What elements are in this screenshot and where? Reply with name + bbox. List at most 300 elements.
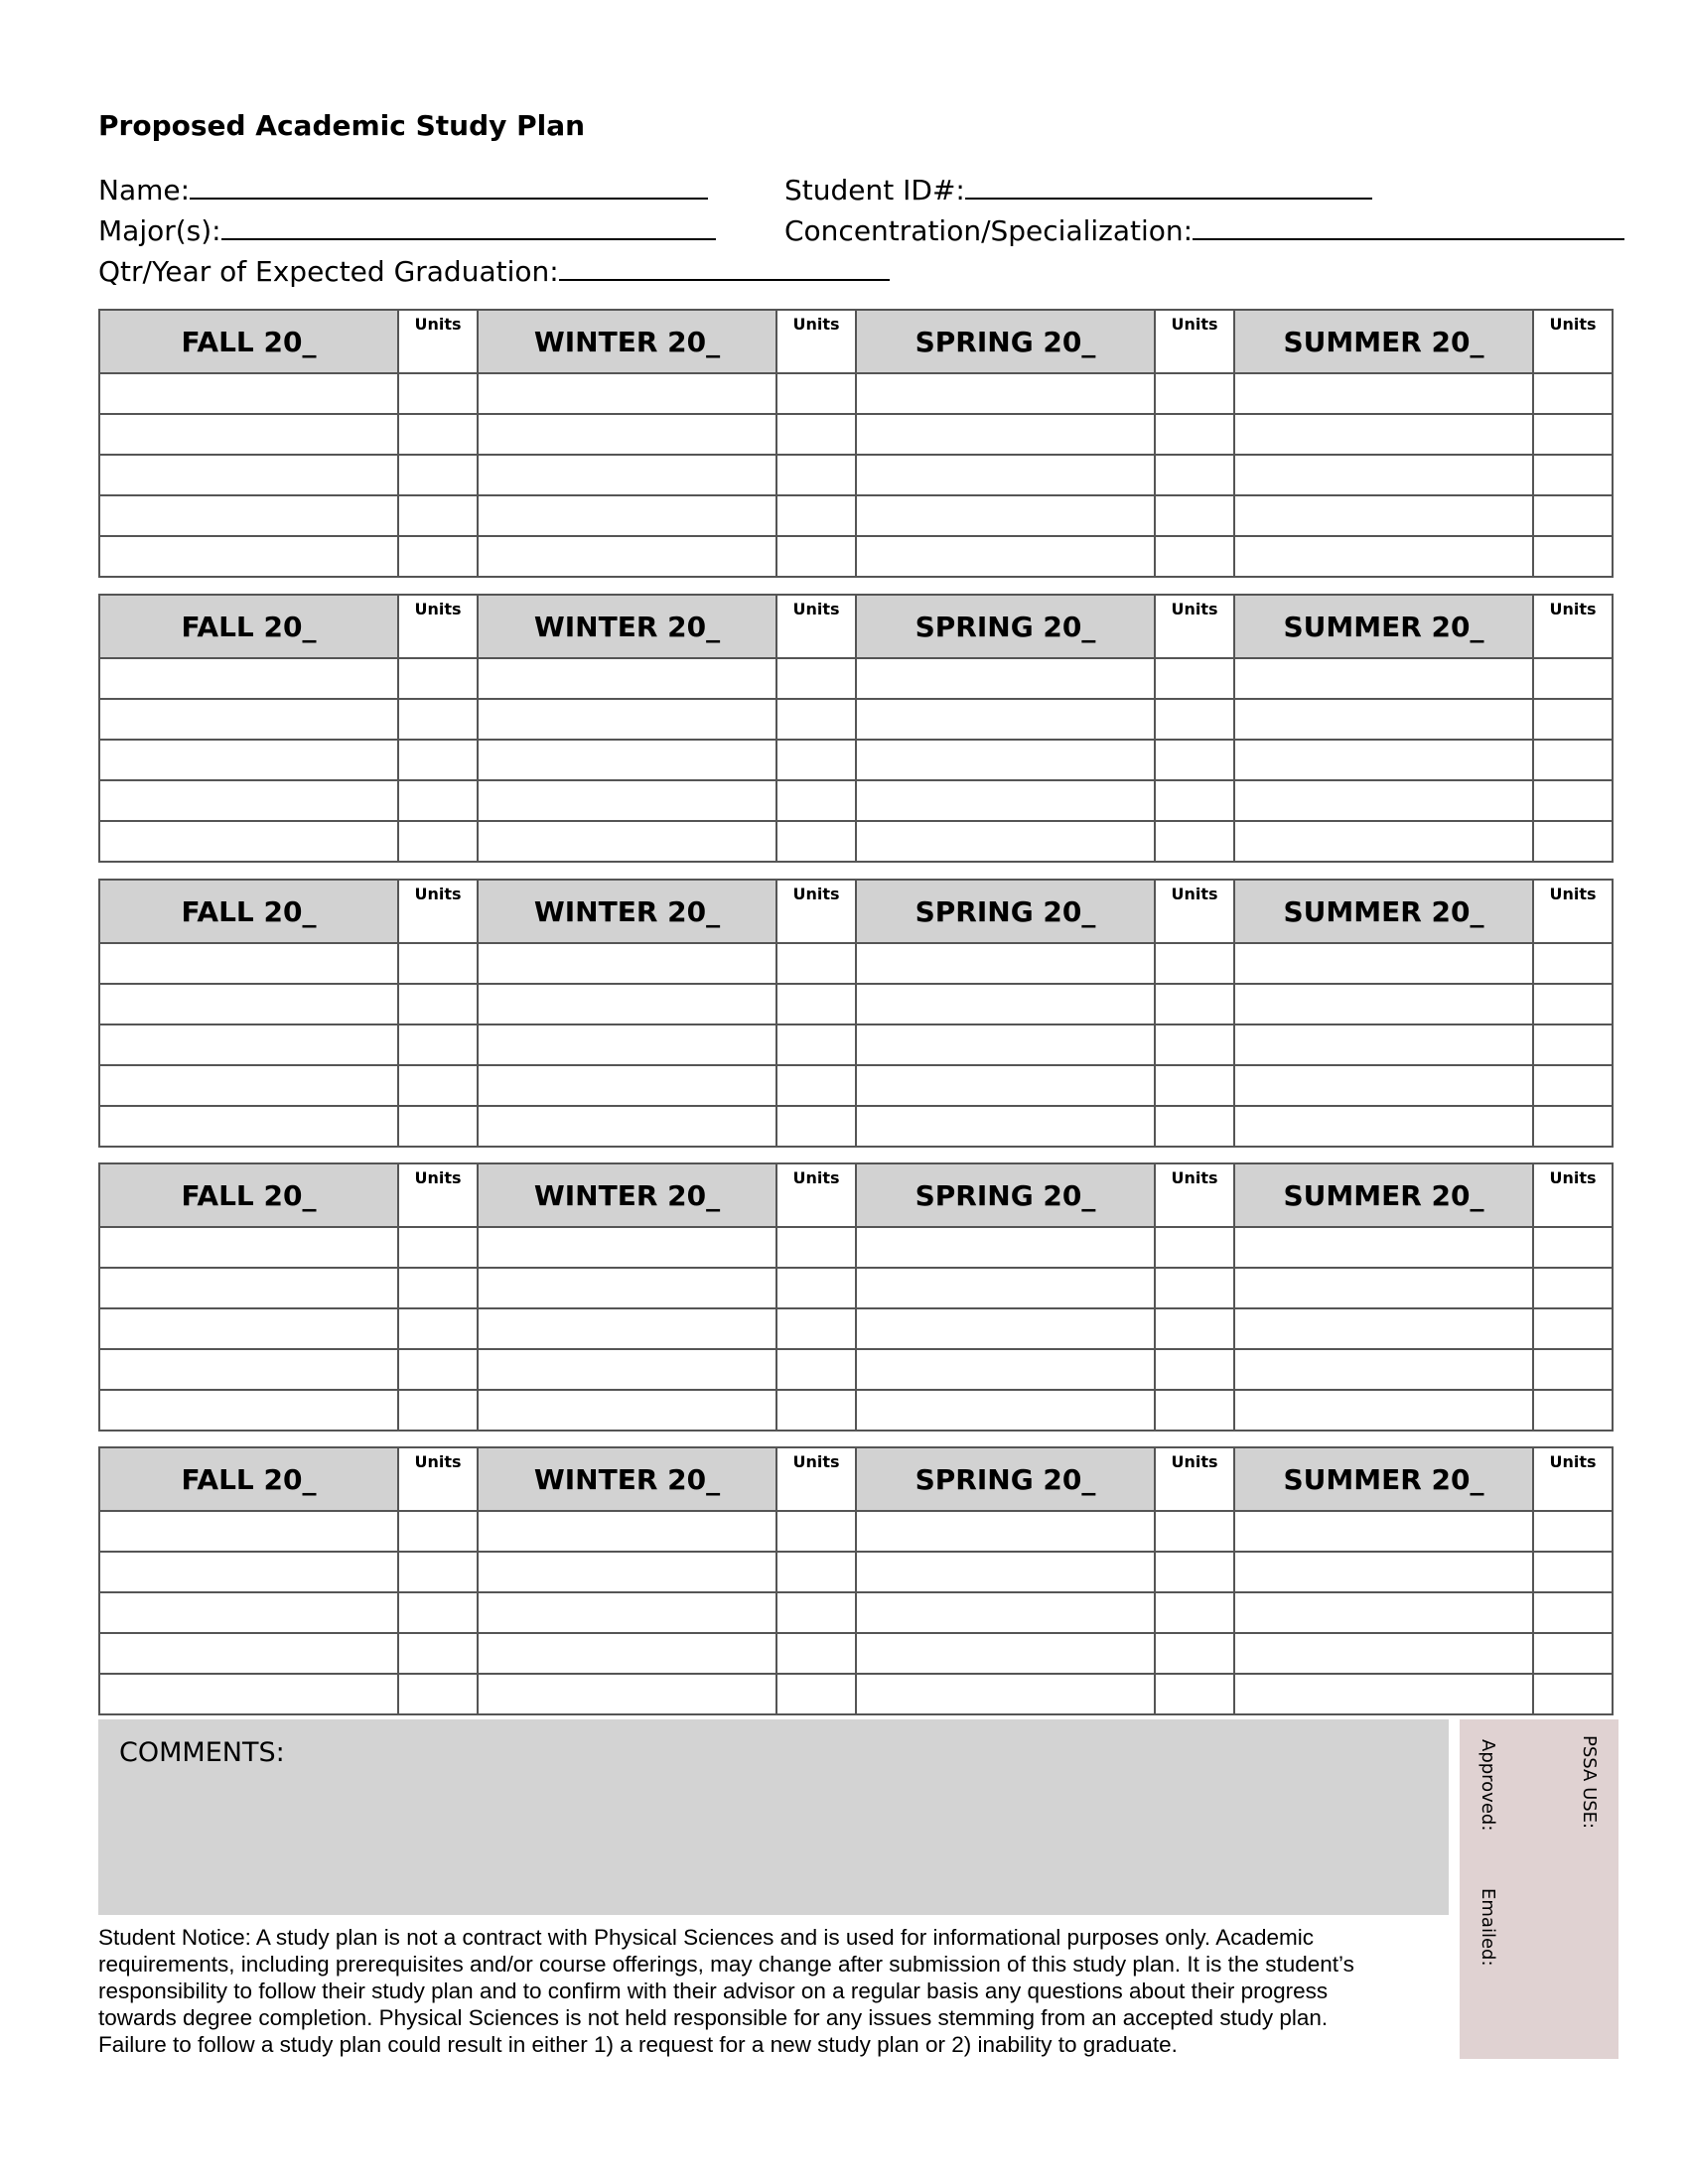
units-heading: Units [1533, 880, 1613, 943]
units-cell[interactable] [1533, 943, 1613, 984]
term-header-row [99, 880, 1613, 943]
course-row [99, 1552, 1613, 1592]
majors-label: Major(s): [98, 214, 221, 247]
course-cell[interactable] [856, 780, 1155, 821]
comments-label: COMMENTS: [119, 1737, 285, 1768]
term-header-row [99, 1447, 1613, 1511]
units-cell[interactable] [398, 455, 478, 495]
year-table [98, 594, 1614, 863]
units-cell[interactable] [1155, 1106, 1234, 1147]
course-cell[interactable] [99, 1511, 398, 1552]
units-cell[interactable] [1533, 984, 1613, 1024]
course-cell[interactable] [856, 414, 1155, 455]
term-summer-heading: SUMMER 20_ [1234, 1163, 1533, 1227]
concentration-label: Concentration/Specialization: [784, 214, 1194, 247]
units-heading: Units [1533, 595, 1613, 658]
course-cell[interactable] [1234, 984, 1533, 1024]
course-cell[interactable] [1234, 1268, 1533, 1308]
units-cell[interactable] [1155, 1227, 1234, 1268]
course-cell[interactable] [1234, 943, 1533, 984]
course-cell[interactable] [478, 821, 776, 862]
course-cell[interactable] [478, 1552, 776, 1592]
units-cell[interactable] [1155, 821, 1234, 862]
units-cell[interactable] [1155, 455, 1234, 495]
course-row [99, 373, 1613, 414]
term-winter-heading: WINTER 20_ [478, 1163, 776, 1227]
units-cell[interactable] [1155, 984, 1234, 1024]
course-cell[interactable] [856, 943, 1155, 984]
units-cell[interactable] [776, 780, 856, 821]
course-cell[interactable] [99, 821, 398, 862]
course-row [99, 455, 1613, 495]
units-heading: Units [1533, 1163, 1613, 1227]
units-cell[interactable] [776, 1633, 856, 1674]
course-cell[interactable] [856, 1268, 1155, 1308]
units-cell[interactable] [1533, 373, 1613, 414]
term-summer-heading: SUMMER 20_ [1234, 1447, 1533, 1511]
course-cell[interactable] [478, 943, 776, 984]
units-cell[interactable] [1155, 1592, 1234, 1633]
term-fall-heading: FALL 20_ [99, 595, 398, 658]
course-cell[interactable] [856, 984, 1155, 1024]
units-cell[interactable] [398, 780, 478, 821]
notice-line: Failure to follow a study plan could result in either 1) a request for a new study plan or 2) inability to graduate. [98, 2032, 1178, 2057]
units-cell[interactable] [398, 1674, 478, 1714]
course-cell[interactable] [1234, 780, 1533, 821]
term-summer-heading: SUMMER 20_ [1234, 880, 1533, 943]
course-cell[interactable] [99, 1024, 398, 1065]
units-cell[interactable] [776, 1268, 856, 1308]
emailed-label: Emailed: [1477, 1888, 1498, 1967]
units-cell[interactable] [1533, 1592, 1613, 1633]
course-cell[interactable] [478, 780, 776, 821]
units-cell[interactable] [398, 943, 478, 984]
term-spring-heading: SPRING 20_ [856, 1447, 1155, 1511]
units-cell[interactable] [398, 1227, 478, 1268]
course-cell[interactable] [856, 658, 1155, 699]
course-cell[interactable] [478, 1674, 776, 1714]
course-row [99, 1592, 1613, 1633]
approved-label: Approved: [1477, 1739, 1498, 1832]
course-row [99, 1227, 1613, 1268]
units-heading: Units [398, 1163, 478, 1227]
student-id-field[interactable] [784, 172, 1372, 207]
units-cell[interactable] [1155, 1633, 1234, 1674]
course-cell[interactable] [478, 1592, 776, 1633]
course-cell[interactable] [856, 1227, 1155, 1268]
units-cell[interactable] [776, 495, 856, 536]
course-row [99, 821, 1613, 862]
graduation-label: Qtr/Year of Expected Graduation: [98, 255, 559, 288]
year-table [98, 309, 1614, 578]
graduation-input-line[interactable] [559, 253, 890, 281]
course-cell[interactable] [99, 740, 398, 780]
units-heading: Units [398, 595, 478, 658]
units-cell[interactable] [1155, 414, 1234, 455]
units-cell[interactable] [1533, 1024, 1613, 1065]
course-cell[interactable] [99, 536, 398, 577]
student-id-input-line[interactable] [965, 172, 1372, 200]
course-cell[interactable] [856, 1024, 1155, 1065]
course-cell[interactable] [478, 1308, 776, 1349]
course-cell[interactable] [99, 1349, 398, 1390]
course-row [99, 1268, 1613, 1308]
units-cell[interactable] [398, 1511, 478, 1552]
units-cell[interactable] [776, 536, 856, 577]
notice-line: towards degree completion. Physical Sciences is not held responsible for any issues stemming from an accepted study plan. [98, 2005, 1329, 2030]
course-cell[interactable] [856, 1390, 1155, 1431]
term-header-row [99, 310, 1613, 373]
course-cell[interactable] [1234, 1552, 1533, 1592]
notice-line: Student Notice: A study plan is not a contract with Physical Sciences and is used for informational purposes only. Academic [98, 1925, 1314, 1950]
units-cell[interactable] [398, 1633, 478, 1674]
units-cell[interactable] [1155, 1308, 1234, 1349]
units-cell[interactable] [1155, 1552, 1234, 1592]
units-cell[interactable] [398, 699, 478, 740]
course-row [99, 414, 1613, 455]
units-cell[interactable] [1533, 740, 1613, 780]
units-cell[interactable] [1533, 821, 1613, 862]
course-cell[interactable] [856, 373, 1155, 414]
units-cell[interactable] [776, 1674, 856, 1714]
units-heading: Units [776, 310, 856, 373]
student-id-label: Student ID#: [784, 174, 965, 206]
year-table [98, 1162, 1614, 1432]
course-row [99, 699, 1613, 740]
notice-line: responsibility to follow their study plan and to confirm with their advisor on a regular basis any questions about their progress [98, 1979, 1329, 2003]
name-label: Name: [98, 174, 191, 206]
units-cell[interactable] [776, 984, 856, 1024]
units-cell[interactable] [398, 984, 478, 1024]
units-cell[interactable] [1533, 1308, 1613, 1349]
course-cell[interactable] [856, 1674, 1155, 1714]
course-row [99, 536, 1613, 577]
units-cell[interactable] [1155, 1390, 1234, 1431]
course-cell[interactable] [856, 1552, 1155, 1592]
units-heading: Units [776, 1163, 856, 1227]
units-cell[interactable] [398, 1349, 478, 1390]
term-header-row [99, 595, 1613, 658]
term-spring-heading: SPRING 20_ [856, 1163, 1155, 1227]
course-cell[interactable] [1234, 1065, 1533, 1106]
name-field[interactable] [98, 172, 708, 207]
concentration-field[interactable] [784, 212, 1624, 248]
term-spring-heading: SPRING 20_ [856, 310, 1155, 373]
course-cell[interactable] [99, 1268, 398, 1308]
units-cell[interactable] [1533, 455, 1613, 495]
course-cell[interactable] [1234, 1633, 1533, 1674]
course-cell[interactable] [478, 1349, 776, 1390]
units-cell[interactable] [1533, 1349, 1613, 1390]
term-spring-heading: SPRING 20_ [856, 880, 1155, 943]
course-cell[interactable] [856, 495, 1155, 536]
concentration-input-line[interactable] [1193, 212, 1624, 240]
course-row [99, 1390, 1613, 1431]
units-cell[interactable] [398, 1065, 478, 1106]
course-cell[interactable] [856, 1308, 1155, 1349]
course-cell[interactable] [478, 1511, 776, 1552]
course-cell[interactable] [1234, 455, 1533, 495]
units-cell[interactable] [776, 1511, 856, 1552]
course-cell[interactable] [99, 1390, 398, 1431]
units-heading: Units [1533, 1447, 1613, 1511]
course-cell[interactable] [856, 1106, 1155, 1147]
course-cell[interactable] [856, 455, 1155, 495]
course-cell[interactable] [478, 740, 776, 780]
course-cell[interactable] [99, 984, 398, 1024]
units-cell[interactable] [776, 699, 856, 740]
units-cell[interactable] [776, 943, 856, 984]
majors-field[interactable] [98, 212, 716, 248]
units-cell[interactable] [1533, 1552, 1613, 1592]
units-cell[interactable] [1533, 780, 1613, 821]
course-cell[interactable] [478, 495, 776, 536]
course-cell[interactable] [1234, 1308, 1533, 1349]
units-cell[interactable] [1155, 1024, 1234, 1065]
units-cell[interactable] [776, 1227, 856, 1268]
course-cell[interactable] [99, 1633, 398, 1674]
units-heading: Units [398, 880, 478, 943]
course-row [99, 1308, 1613, 1349]
pssa-heading: PSSA USE: [1579, 1735, 1600, 1830]
course-cell[interactable] [99, 414, 398, 455]
course-row [99, 1024, 1613, 1065]
course-cell[interactable] [99, 495, 398, 536]
units-cell[interactable] [1155, 740, 1234, 780]
units-cell[interactable] [398, 1024, 478, 1065]
units-cell[interactable] [776, 1106, 856, 1147]
course-cell[interactable] [478, 699, 776, 740]
course-cell[interactable] [1234, 1511, 1533, 1552]
course-cell[interactable] [478, 536, 776, 577]
course-cell[interactable] [478, 1065, 776, 1106]
units-cell[interactable] [1533, 1390, 1613, 1431]
term-fall-heading: FALL 20_ [99, 880, 398, 943]
comments-box[interactable] [98, 1719, 1449, 1915]
term-fall-heading: FALL 20_ [99, 1163, 398, 1227]
course-cell[interactable] [856, 1592, 1155, 1633]
units-cell[interactable] [776, 1592, 856, 1633]
course-cell[interactable] [856, 821, 1155, 862]
course-cell[interactable] [1234, 821, 1533, 862]
course-cell[interactable] [1234, 1106, 1533, 1147]
course-row [99, 780, 1613, 821]
course-cell[interactable] [1234, 1390, 1533, 1431]
course-cell[interactable] [478, 1390, 776, 1431]
term-fall-heading: FALL 20_ [99, 310, 398, 373]
year-table [98, 1446, 1614, 1715]
units-cell[interactable] [398, 740, 478, 780]
term-spring-heading: SPRING 20_ [856, 595, 1155, 658]
units-cell[interactable] [1155, 495, 1234, 536]
course-cell[interactable] [99, 455, 398, 495]
units-heading: Units [776, 1447, 856, 1511]
student-notice [98, 1924, 1439, 2058]
course-cell[interactable] [478, 1024, 776, 1065]
course-row [99, 658, 1613, 699]
units-cell[interactable] [776, 1552, 856, 1592]
course-cell[interactable] [1234, 699, 1533, 740]
units-cell[interactable] [398, 658, 478, 699]
course-cell[interactable] [99, 1065, 398, 1106]
course-cell[interactable] [1234, 1227, 1533, 1268]
units-heading: Units [1155, 1163, 1234, 1227]
course-row [99, 1674, 1613, 1714]
units-cell[interactable] [776, 658, 856, 699]
course-cell[interactable] [478, 373, 776, 414]
units-cell[interactable] [398, 821, 478, 862]
units-heading: Units [1533, 310, 1613, 373]
course-cell[interactable] [478, 455, 776, 495]
units-cell[interactable] [1533, 495, 1613, 536]
units-cell[interactable] [1155, 780, 1234, 821]
units-cell[interactable] [1533, 658, 1613, 699]
course-cell[interactable] [1234, 658, 1533, 699]
units-cell[interactable] [398, 1552, 478, 1592]
course-row [99, 984, 1613, 1024]
units-cell[interactable] [1155, 1511, 1234, 1552]
units-cell[interactable] [398, 1106, 478, 1147]
course-cell[interactable] [478, 1633, 776, 1674]
units-cell[interactable] [398, 414, 478, 455]
course-cell[interactable] [856, 1511, 1155, 1552]
course-row [99, 1511, 1613, 1552]
name-input-line[interactable] [190, 172, 708, 200]
units-cell[interactable] [1533, 1268, 1613, 1308]
units-cell[interactable] [1533, 1106, 1613, 1147]
course-cell[interactable] [1234, 373, 1533, 414]
units-heading: Units [1155, 880, 1234, 943]
units-cell[interactable] [1155, 658, 1234, 699]
course-cell[interactable] [478, 658, 776, 699]
units-heading: Units [776, 595, 856, 658]
course-cell[interactable] [856, 536, 1155, 577]
course-cell[interactable] [1234, 1592, 1533, 1633]
units-cell[interactable] [398, 1268, 478, 1308]
course-cell[interactable] [478, 1227, 776, 1268]
course-cell[interactable] [856, 740, 1155, 780]
notice-line: requirements, including prerequisites and/or course offerings, may change after submission of this study plan. It is the student’s [98, 1952, 1354, 1977]
units-cell[interactable] [776, 373, 856, 414]
year-table [98, 879, 1614, 1148]
units-cell[interactable] [776, 740, 856, 780]
units-cell[interactable] [1155, 373, 1234, 414]
units-cell[interactable] [776, 455, 856, 495]
course-row [99, 1349, 1613, 1390]
course-cell[interactable] [856, 1065, 1155, 1106]
course-cell[interactable] [1234, 1349, 1533, 1390]
course-row [99, 1633, 1613, 1674]
units-cell[interactable] [1533, 1674, 1613, 1714]
units-cell[interactable] [776, 414, 856, 455]
majors-input-line[interactable] [221, 212, 716, 240]
course-cell[interactable] [1234, 1024, 1533, 1065]
course-cell[interactable] [99, 780, 398, 821]
term-fall-heading: FALL 20_ [99, 1447, 398, 1511]
course-row [99, 740, 1613, 780]
units-cell[interactable] [398, 495, 478, 536]
term-summer-heading: SUMMER 20_ [1234, 310, 1533, 373]
term-winter-heading: WINTER 20_ [478, 595, 776, 658]
units-cell[interactable] [776, 1065, 856, 1106]
units-cell[interactable] [398, 373, 478, 414]
units-cell[interactable] [1533, 536, 1613, 577]
units-cell[interactable] [1533, 1227, 1613, 1268]
units-cell[interactable] [776, 821, 856, 862]
units-cell[interactable] [1533, 1065, 1613, 1106]
term-winter-heading: WINTER 20_ [478, 1447, 776, 1511]
course-cell[interactable] [478, 1106, 776, 1147]
course-cell[interactable] [99, 1308, 398, 1349]
units-cell[interactable] [776, 1349, 856, 1390]
course-cell[interactable] [99, 1227, 398, 1268]
units-cell[interactable] [1533, 1633, 1613, 1674]
units-heading: Units [1155, 595, 1234, 658]
units-heading: Units [776, 880, 856, 943]
course-cell[interactable] [99, 1592, 398, 1633]
course-cell[interactable] [1234, 740, 1533, 780]
units-cell[interactable] [398, 536, 478, 577]
course-cell[interactable] [99, 1674, 398, 1714]
units-cell[interactable] [776, 1308, 856, 1349]
units-cell[interactable] [1533, 699, 1613, 740]
units-cell[interactable] [776, 1390, 856, 1431]
course-cell[interactable] [99, 373, 398, 414]
course-cell[interactable] [1234, 495, 1533, 536]
course-row [99, 943, 1613, 984]
units-cell[interactable] [1155, 1268, 1234, 1308]
units-cell[interactable] [1155, 699, 1234, 740]
course-cell[interactable] [99, 1552, 398, 1592]
units-cell[interactable] [398, 1592, 478, 1633]
units-cell[interactable] [776, 1024, 856, 1065]
course-cell[interactable] [856, 1633, 1155, 1674]
units-cell[interactable] [1155, 536, 1234, 577]
units-cell[interactable] [1155, 1065, 1234, 1106]
course-cell[interactable] [856, 1349, 1155, 1390]
course-cell[interactable] [1234, 536, 1533, 577]
page-title: Proposed Academic Study Plan [98, 109, 586, 142]
course-cell[interactable] [478, 414, 776, 455]
graduation-field[interactable] [98, 253, 890, 289]
units-cell[interactable] [398, 1308, 478, 1349]
course-cell[interactable] [1234, 1674, 1533, 1714]
units-cell[interactable] [1155, 1349, 1234, 1390]
course-cell[interactable] [99, 1106, 398, 1147]
course-cell[interactable] [1234, 414, 1533, 455]
term-winter-heading: WINTER 20_ [478, 880, 776, 943]
course-row [99, 1106, 1613, 1147]
units-cell[interactable] [1533, 1511, 1613, 1552]
units-cell[interactable] [398, 1390, 478, 1431]
units-heading: Units [398, 310, 478, 373]
course-cell[interactable] [856, 699, 1155, 740]
course-cell[interactable] [99, 658, 398, 699]
term-summer-heading: SUMMER 20_ [1234, 595, 1533, 658]
course-cell[interactable] [478, 984, 776, 1024]
units-cell[interactable] [1155, 943, 1234, 984]
units-cell[interactable] [1155, 1674, 1234, 1714]
units-cell[interactable] [1533, 414, 1613, 455]
course-cell[interactable] [99, 943, 398, 984]
term-winter-heading: WINTER 20_ [478, 310, 776, 373]
course-cell[interactable] [99, 699, 398, 740]
course-row [99, 1065, 1613, 1106]
term-header-row [99, 1163, 1613, 1227]
units-heading: Units [1155, 1447, 1234, 1511]
course-cell[interactable] [478, 1268, 776, 1308]
pssa-use-box [1460, 1719, 1618, 2059]
